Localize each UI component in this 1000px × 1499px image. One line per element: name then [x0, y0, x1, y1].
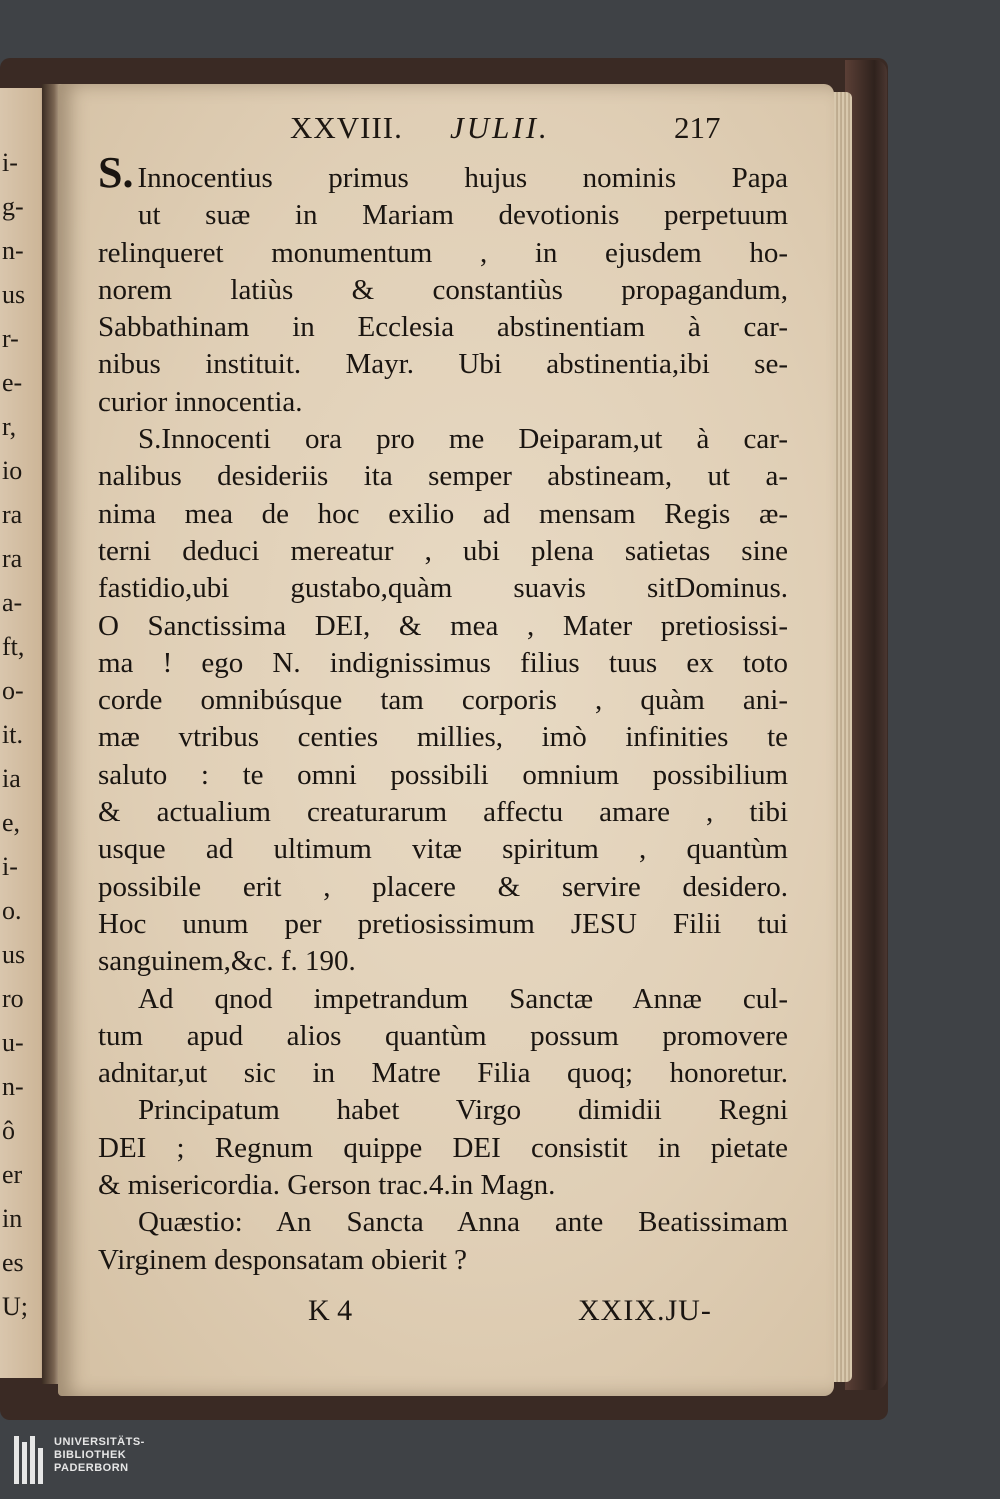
text-line: Quæstio: An Sancta Anna ante Beatissimam [138, 1206, 788, 1239]
left-page-text-fragment: r- [2, 324, 19, 353]
text-line: Hoc unum per pretiosissimum JESU Filii tui [98, 907, 788, 940]
text-line: nibus instituit. Mayr. Ubi abstinentia,ibi se- [98, 348, 788, 381]
logo-line: PADERBORN [54, 1462, 129, 1474]
header-date: XXVIII. [290, 110, 403, 145]
library-logo-icon [12, 1434, 48, 1486]
text-line: corde omnibúsque tam corporis , quàm ani- [98, 684, 788, 717]
left-page-text-fragment: a- [2, 588, 23, 617]
left-page-text-fragment: ft, [2, 632, 25, 661]
left-page-text-fragment: e, [2, 808, 21, 837]
text-line: & actualium creaturarum affectu amare , tibi [98, 796, 788, 829]
left-page-text-fragment: U; [2, 1292, 28, 1321]
left-page-text-fragment: ro [2, 984, 24, 1013]
text-line: nima mea de hoc exilio ad mensam Regis æ- [98, 497, 788, 530]
text-line: curior innocentia. [98, 385, 303, 418]
left-page-text-fragment: io [2, 456, 23, 485]
text-line: usque ad ultimum vitæ spiritum , quantùm [98, 833, 788, 866]
library-logo-bar [0, 1420, 1000, 1499]
logo-line: BIBLIOTHEK [54, 1449, 127, 1461]
left-page-text-fragment: it. [2, 720, 23, 749]
left-page-text-fragment: us [2, 280, 26, 309]
text-line: & misericordia. Gerson trac.4.in Magn. [98, 1169, 556, 1202]
library-logo-text [54, 1436, 145, 1475]
right-page [58, 84, 834, 1396]
text-line: S. Innocentius primus hujus nominis Papa [98, 148, 788, 197]
text-line: S.Innocenti ora pro me Deiparam,ut à car- [138, 423, 788, 456]
left-page-text-fragment: ra [2, 500, 23, 529]
text-line: Principatum habet Virgo dimidii Regni [138, 1094, 788, 1127]
left-page-text-fragment: us [2, 940, 26, 969]
left-page-text-fragment: ra [2, 544, 23, 573]
initial-letter: S. [98, 148, 134, 197]
text-line: relinqueret monumentum , in ejusdem ho- [98, 236, 788, 269]
left-page-text-fragment: r, [2, 412, 17, 441]
text-line: Sabbathinam in Ecclesia abstinentiam à car- [98, 311, 788, 344]
text-line: nalibus desideriis ita semper abstineam, ut a- [98, 460, 788, 493]
left-page-text-fragment: i- [2, 852, 18, 881]
left-page-text-fragment: n- [2, 236, 24, 265]
text-line: O Sanctissima DEI, & mea , Mater pretiosissi- [98, 609, 788, 642]
text-line: ut suæ in Mariam devotionis perpetuum [138, 199, 788, 232]
text-line: DEI ; Regnum quippe DEI consistit in pietate [98, 1131, 788, 1164]
left-page-text-fragment: in [2, 1204, 23, 1233]
page-footer [58, 1294, 834, 1334]
text-line: ma ! ego N. indignissimus filius tuus ex toto [98, 646, 788, 679]
left-page-text-fragment: o- [2, 676, 24, 705]
header-month: JULII. [450, 110, 550, 145]
logo-line: UNIVERSITÄTS- [54, 1436, 145, 1448]
text-line: mæ vtribus centies millies, imò infinities te [98, 721, 788, 754]
text-line: saluto : te omni possibili omnium possibilium [98, 758, 788, 791]
text-line: Virginem desponsatam obierit ? [98, 1243, 467, 1276]
text-line: fastidio,ubi gustabo,quàm suavis sitDominus. [98, 572, 788, 605]
left-page-text-fragment: er [2, 1160, 23, 1189]
page-number: 217 [674, 110, 721, 145]
left-page-text-fragment: o. [2, 896, 22, 925]
left-page-text-fragment: ia [2, 764, 21, 793]
body-text [98, 148, 788, 1279]
left-page-text-fragment: e- [2, 368, 23, 397]
signature-mark: K 4 [308, 1294, 353, 1327]
left-page-text-fragment: u- [2, 1028, 24, 1057]
text-line: tum apud alios quantùm possum promovere [98, 1019, 788, 1052]
text-line: sanguinem,&c. f. 190. [98, 945, 356, 978]
text-line: terni deduci mereatur , ubi plena satietas sine [98, 534, 788, 567]
text-line: adnitar,ut sic in Matre Filia quoq; honoretur. [98, 1057, 788, 1090]
text-line: Ad qnod impetrandum Sanctæ Annæ cul- [138, 982, 788, 1015]
text-line: norem latiùs & constantiùs propagandum, [98, 273, 788, 306]
catchword: XXIX.JU- [578, 1294, 712, 1327]
running-header [290, 110, 810, 150]
left-page-text-fragment: g- [2, 192, 24, 221]
left-page-text-fragment: ô [2, 1116, 15, 1145]
left-page-text-fragment: i- [2, 148, 18, 177]
text-line: possibile erit , placere & servire desidero. [98, 870, 788, 903]
left-page-text-fragment: es [2, 1248, 24, 1277]
left-page-text-fragment: n- [2, 1072, 24, 1101]
